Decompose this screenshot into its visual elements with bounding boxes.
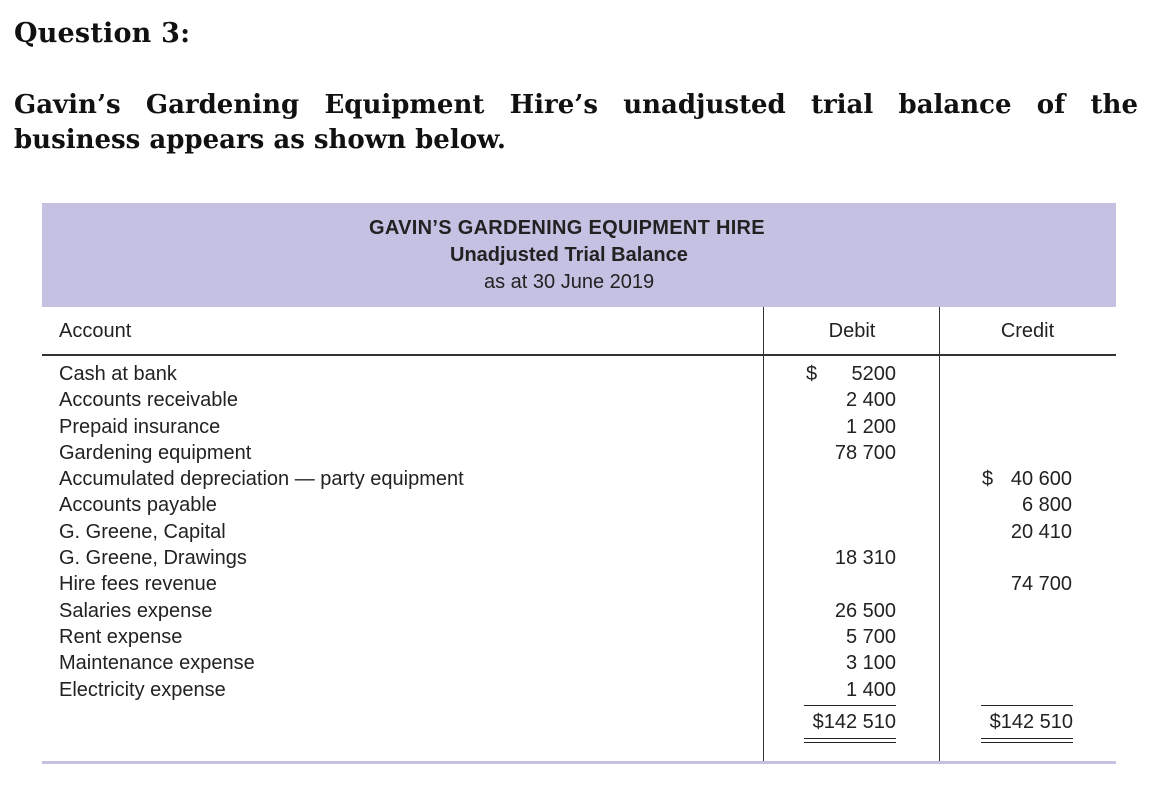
account-name: Gardening equipment xyxy=(59,441,252,464)
table-row xyxy=(42,468,1116,494)
column-header-debit: Debit xyxy=(828,320,876,342)
debit-amount: 5200 xyxy=(851,363,896,385)
account-rows xyxy=(42,363,1116,705)
account-name: Accumulated depreciation — party equipment xyxy=(59,468,464,491)
table-row xyxy=(42,652,1116,678)
account-name: Salaries expense xyxy=(59,599,213,622)
table-header-band xyxy=(42,203,1116,307)
credit-amount: 40 600 xyxy=(1010,468,1072,491)
account-name: Electricity expense xyxy=(59,678,226,701)
question-title: Question 3: xyxy=(14,18,191,49)
debit-amount: 78 700 xyxy=(834,441,896,464)
credit-amount: 6 800 xyxy=(1021,494,1072,517)
table-row xyxy=(42,600,1116,626)
company-name: GAVIN’S GARDENING EQUIPMENT HIRE xyxy=(369,217,765,239)
debit-amount: 26 500 xyxy=(834,599,896,622)
debit-amount: 3 100 xyxy=(845,652,896,675)
report-date: as at 30 June 2019 xyxy=(484,271,655,293)
report-subtitle: Unadjusted Trial Balance xyxy=(450,244,688,266)
account-name: Maintenance expense xyxy=(59,652,255,675)
debit-amount: 1 200 xyxy=(845,415,896,438)
table-row xyxy=(42,442,1116,468)
header-rule xyxy=(42,354,1116,356)
credit-amount: 74 700 xyxy=(1010,573,1072,596)
debit-total-rule xyxy=(804,705,896,706)
column-header-account: Account xyxy=(59,320,132,342)
debit-double-underline xyxy=(804,738,896,743)
table-row xyxy=(42,547,1116,573)
table-bottom-rule xyxy=(42,761,1116,764)
table-row xyxy=(42,363,1116,389)
table-row xyxy=(42,416,1116,442)
debit-total: $142 510 xyxy=(812,711,896,733)
account-name: Accounts payable xyxy=(59,494,217,517)
question-intro: Gavin’s Gardening Equipment Hire’s unadjusted trial balance of the business appears as shown below. xyxy=(14,90,1138,155)
debit-amount: 18 310 xyxy=(834,547,896,570)
account-name: Prepaid insurance xyxy=(59,415,221,438)
account-name: Hire fees revenue xyxy=(59,573,217,596)
account-name: Rent expense xyxy=(59,625,183,648)
debit-amount: 5 700 xyxy=(845,625,896,648)
debit-currency-symbol: $ xyxy=(806,363,818,385)
table-row xyxy=(42,573,1116,599)
credit-amount: 20 410 xyxy=(1010,520,1072,543)
trial-balance-table xyxy=(42,203,1116,765)
table-row xyxy=(42,389,1116,415)
account-name: G. Greene, Drawings xyxy=(59,547,247,570)
table-row xyxy=(42,626,1116,652)
debit-amount: 2 400 xyxy=(845,389,896,412)
credit-currency-symbol: $ xyxy=(982,468,994,491)
debit-amount: 1 400 xyxy=(845,678,896,701)
table-row xyxy=(42,679,1116,705)
table-row xyxy=(42,521,1116,547)
credit-double-underline xyxy=(981,738,1073,743)
account-name: G. Greene, Capital xyxy=(59,520,226,543)
account-name: Cash at bank xyxy=(59,363,177,385)
column-header-credit: Credit xyxy=(1000,320,1055,342)
credit-total-rule xyxy=(981,705,1073,706)
table-row xyxy=(42,494,1116,520)
account-name: Accounts receivable xyxy=(59,389,238,412)
credit-total: $142 510 xyxy=(989,711,1073,733)
